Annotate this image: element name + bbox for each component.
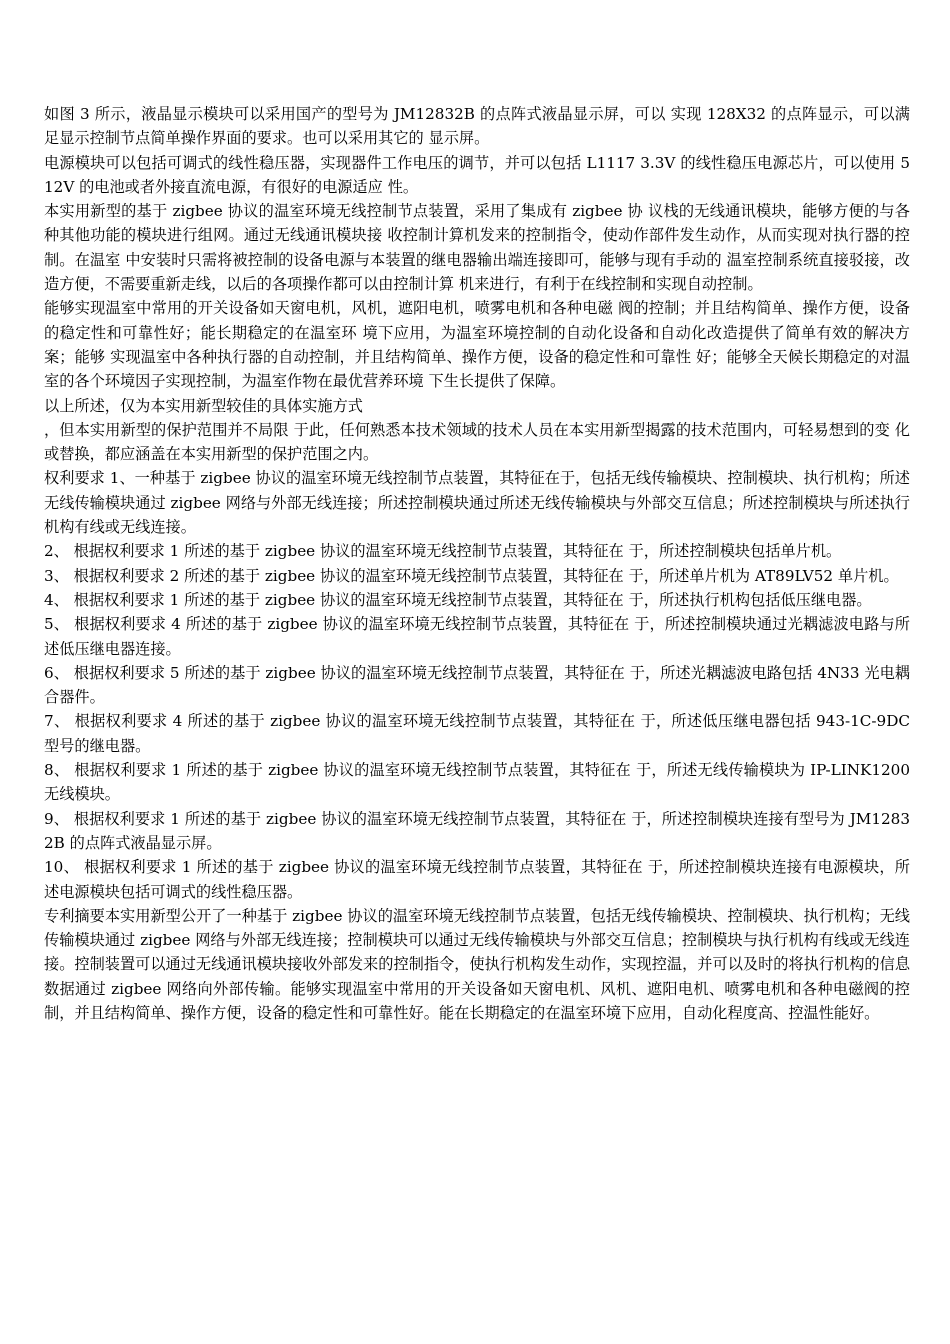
claim-5: 5、 根据权利要求 4 所述的基于 zigbee 协议的温室环境无线控制节点装置，其特征在 于，所述控制模块通过光耦滤波电路与所述低压继电器连接。 <box>44 615 910 658</box>
claim-3: 3、 根据权利要求 2 所述的基于 zigbee 协议的温室环境无线控制节点装置，其特征在 于，所述单片机为 AT89LV52 单片机。 <box>44 566 899 585</box>
document-body <box>44 102 910 1025</box>
paragraph-protection-scope: ，但本实用新型的保护范围并不局限 于此，任何熟悉本技术领域的技术人员在本实用新型揭露的技术范围内，可轻易想到的变 化或替换，都应涵盖在本实用新型的保护范围之内。 <box>44 420 910 464</box>
claim-4: 4、 根据权利要求 1 所述的基于 zigbee 协议的温室环境无线控制节点装置，其特征在 于，所述执行机构包括低压继电器。 <box>44 590 872 609</box>
patent-abstract: 专利摘要本实用新型公开了一种基于 zigbee 协议的温室环境无线控制节点装置，包括无线传输模块、控制模块、执行机构；无线传输模块通过 zigbee 网络与外部无线连接；控制模块可以通过无线传输模块与外部交互信息；控制模块与执行机构有线或无线连接。控制装置可以通过无线通讯模块接收外部发来的控制指令，使执行机构发生动作，实现控温，并可以及时的将执行机构的信息数据通过 zigbee 网络向外部传输。能够实现温室中常用的开关设备如天窗电机、风机、遮阳电机、喷雾电机和各种电磁阀的控制，并且结构简单、操作方便，设备的稳定性和可靠性好。能在长期稳定的在温室环境下应用，自动化程度高、控温性能好。 <box>44 906 910 1022</box>
paragraph-device-summary: 本实用新型的基于 zigbee 协议的温室环境无线控制节点装置，采用了集成有 zigbee 协 议栈的无线通讯模块，能够方便的与各种其他功能的模块进行组网。通过无线通讯模块接 收控制计算机发来的控制指令，使动作部件发生动作，从而实现对执行器的控制。在温室 中安装时只需将被控制的设备电源与本装置的继电器输出端连接即可，能够与现有手动的 温室控制系统直接驳接，改造方便，不需要重新走线，以后的各项操作都可以由控制计算 机来进行，有利于在线控制和实现自动控制。 <box>44 202 910 294</box>
claim-7: 7、 根据权利要求 4 所述的基于 zigbee 协议的温室环境无线控制节点装置，其特征在 于，所述低压继电器包括 943-1C-9DC 型号的继电器。 <box>44 712 910 755</box>
claim-9: 9、 根据权利要求 1 所述的基于 zigbee 协议的温室环境无线控制节点装置，其特征在 于，所述控制模块连接有型号为 JM12832B 的点阵式液晶显示屏。 <box>44 809 910 852</box>
claim-1: 权利要求 1、一种基于 zigbee 协议的温室环境无线控制节点装置，其特征在于，包括无线传输模块、控制模块、执行机构；所述无线传输模块通过 zigbee 网络与外部无线连接；所述控制模块通过所述无线传输模块与外部交互信息；所述控制模块与所述执行机构有线或无线连接。 <box>44 469 910 537</box>
claim-10: 10、 根据权利要求 1 所述的基于 zigbee 协议的温室环境无线控制节点装置，其特征在 于，所述控制模块连接有电源模块，所述电源模块包括可调式的线性稳压器。 <box>44 858 910 901</box>
paragraph-advantages: 能够实现温室中常用的开关设备如天窗电机，风机，遮阳电机，喷雾电机和各种电磁 阀的控制；并且结构简单、操作方便，设备的稳定性和可靠性好；能长期稳定的在温室环 境下应用，为温室环境控制的自动化设备和自动化改造提供了简单有效的解决方案；能够 实现温室中各种执行器的自动控制，并且结构简单、操作方便，设备的稳定性和可靠性 好；能够全天候长期稳定的对温室的各个环境因子实现控制，为温室作物在最优营养环境 下生长提供了保障。 <box>44 299 910 391</box>
paragraph-power-module: 电源模块可以包括可调式的线性稳压器，实现器件工作电压的调节，并可以包括 L1117 3.3V 的线性稳压电源芯片，可以使用 5 12V 的电池或者外接直流电源，有很好的电源适应 性。 <box>44 153 910 196</box>
claim-6: 6、 根据权利要求 5 所述的基于 zigbee 协议的温室环境无线控制节点装置，其特征在 于，所述光耦滤波电路包括 4N33 光电耦合器件。 <box>44 663 910 707</box>
claim-2: 2、 根据权利要求 1 所述的基于 zigbee 协议的温室环境无线控制节点装置，其特征在 于，所述控制模块包括单片机。 <box>44 542 842 561</box>
claim-8: 8、 根据权利要求 1 所述的基于 zigbee 协议的温室环境无线控制节点装置，其特征在 于，所述无线传输模块为 IP-LINK1200 无线模块。 <box>44 761 910 804</box>
paragraph-lcd-module: 如图 3 所示，液晶显示模块可以采用国产的型号为 JM12832B 的点阵式液晶显示屏，可以 实现 128X32 的点阵显示，可以满足显示控制节点简单操作界面的要求。也可以采用其它的 显示屏。 <box>44 105 910 148</box>
paragraph-embodiment: 以上所述，仅为本实用新型较佳的具体实施方式 <box>44 396 363 415</box>
